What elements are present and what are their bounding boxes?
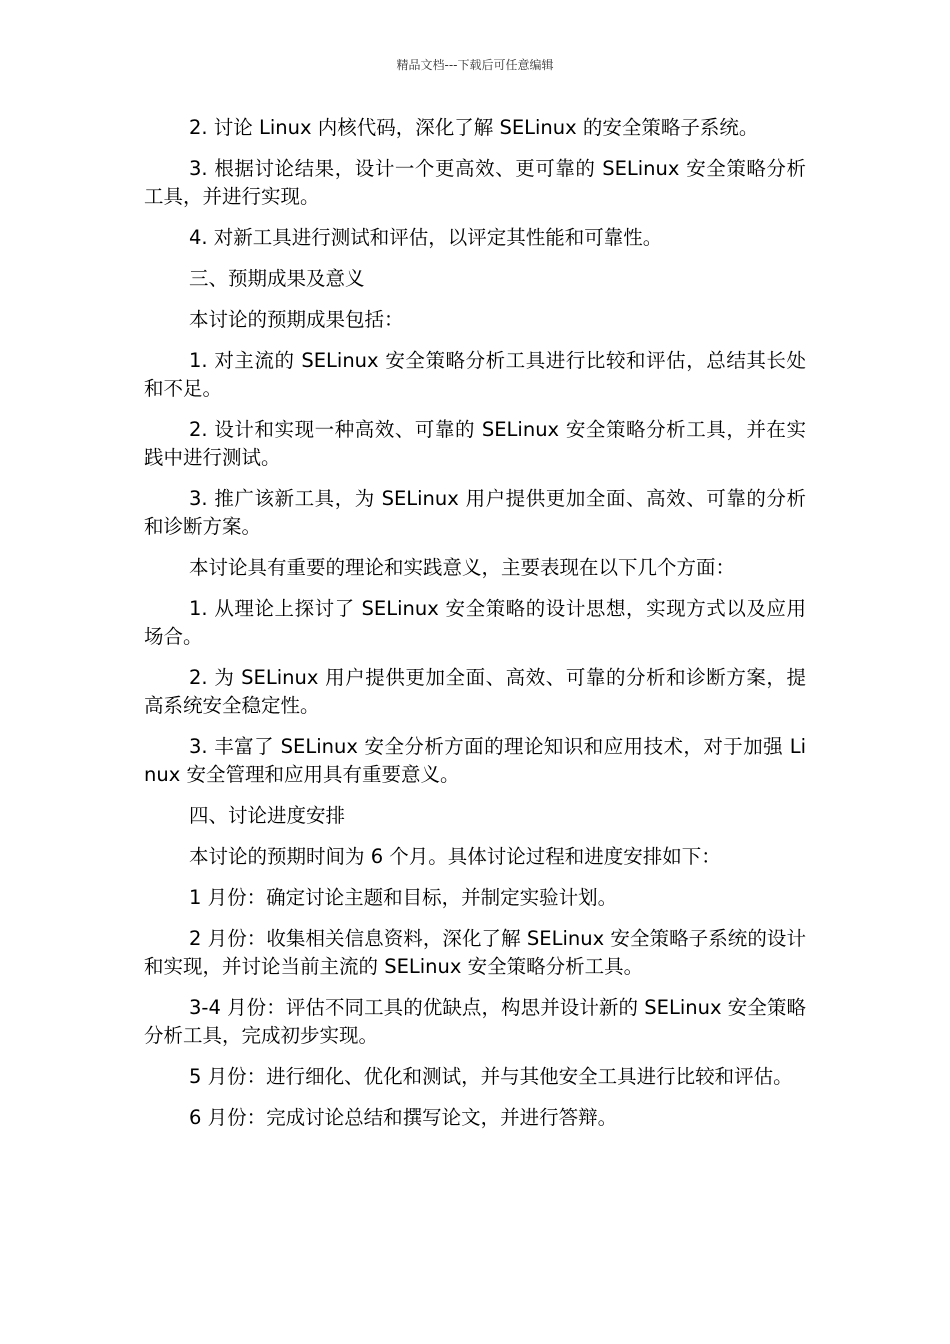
page-header: 精品文档---下载后可任意编辑 [396, 58, 554, 72]
paragraph-12: 3. 丰富了 SELinux 安全分析方面的理论知识和应用技术，对于加强 Linux 安全管理和应用具有重要意义。 [144, 735, 806, 786]
paragraph-8: 3. 推广该新工具，为 SELinux 用户提供更加全面、高效、可靠的分析和诊断方案。 [144, 487, 806, 538]
paragraph-2: 3. 根据讨论结果，设计一个更高效、更可靠的 SELinux 安全策略分析工具，并进行实现。 [144, 157, 806, 208]
section-heading-3: 三、预期成果及意义 [189, 267, 365, 290]
paragraph-3: 4. 对新工具进行测试和评估，以评定其性能和可靠性。 [189, 226, 663, 249]
section-heading-4: 四、讨论进度安排 [189, 804, 346, 827]
schedule-month-3-4: 3-4 月份：评估不同工具的优缺点，构思并设计新的 SELinux 安全策略分析工具，完成初步实现。 [144, 996, 806, 1047]
paragraph-9: 本讨论具有重要的理论和实践意义，主要表现在以下几个方面： [189, 556, 736, 579]
paragraph-14: 本讨论的预期时间为 6 个月。具体讨论过程和进度安排如下： [189, 845, 721, 868]
schedule-month-1: 1 月份：确定讨论主题和目标，并制定实验计划。 [189, 886, 618, 909]
paragraph-10: 1. 从理论上探讨了 SELinux 安全策略的设计思想，实现方式以及应用场合。 [144, 597, 806, 648]
paragraph-11: 2. 为 SELinux 用户提供更加全面、高效、可靠的分析和诊断方案，提高系统安全稳定性。 [144, 666, 806, 717]
schedule-month-2: 2 月份：收集相关信息资料，深化了解 SELinux 安全策略子系统的设计和实现，并讨论当前主流的 SELinux 安全策略分析工具。 [144, 927, 806, 978]
paragraph-6: 1. 对主流的 SELinux 安全策略分析工具进行比较和评估，总结其长处和不足。 [144, 349, 806, 400]
paragraph-7: 2. 设计和实现一种高效、可靠的 SELinux 安全策略分析工具，并在实践中进行测试。 [144, 418, 806, 469]
schedule-month-5: 5 月份：进行细化、优化和测试，并与其他安全工具进行比较和评估。 [189, 1065, 793, 1088]
paragraph-5: 本讨论的预期成果包括： [189, 308, 404, 331]
paragraph-1: 2. 讨论 Linux 内核代码，深化了解 SELinux 的安全策略子系统。 [189, 116, 759, 139]
schedule-month-6: 6 月份：完成讨论总结和撰写论文，并进行答辩。 [189, 1106, 618, 1129]
document-body [144, 114, 806, 1145]
